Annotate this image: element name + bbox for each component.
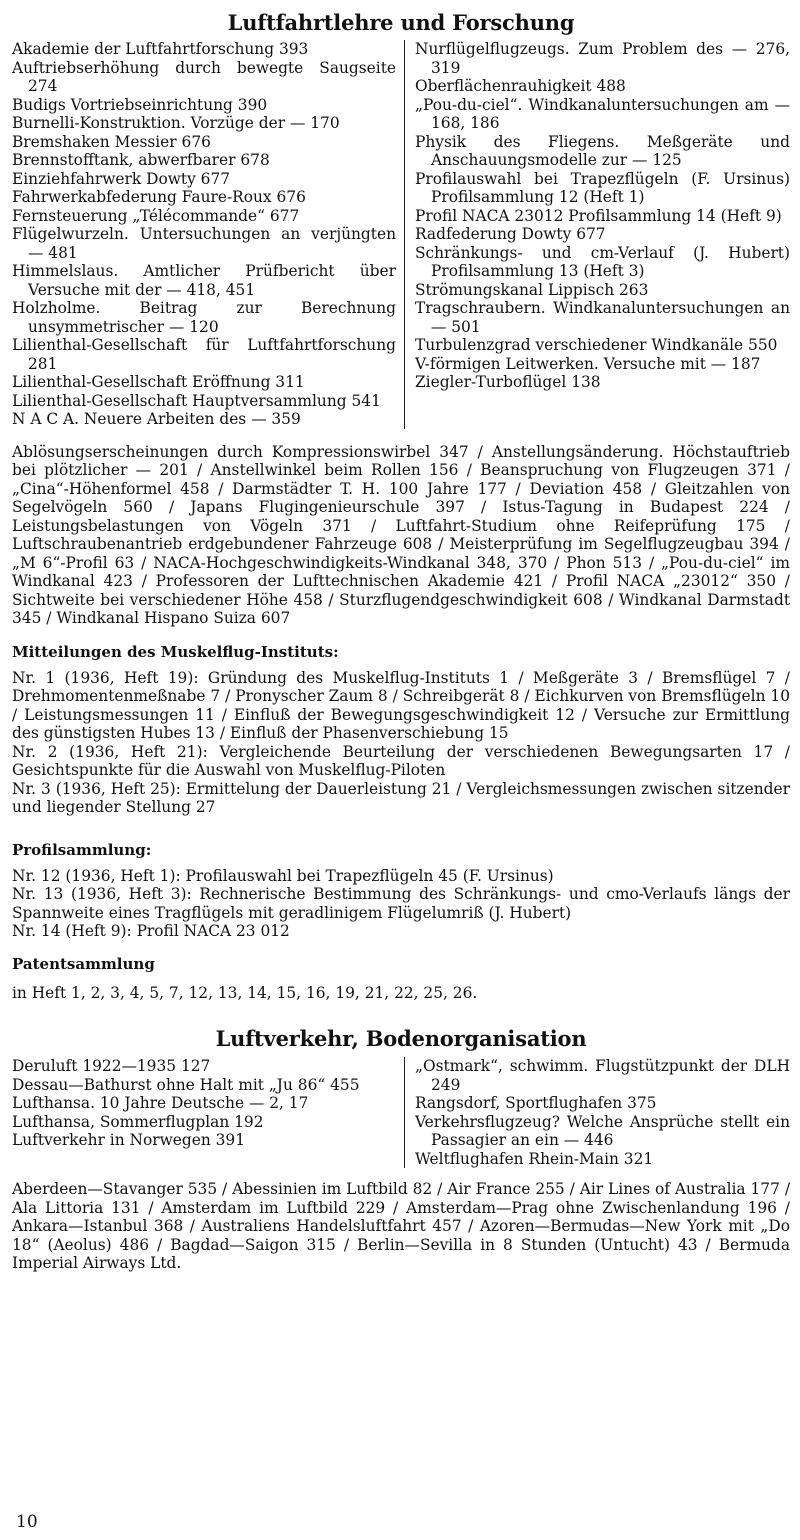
index-column-left-1 <box>12 40 405 429</box>
index-entry: Profilauswahl bei Trapezflügeln (F. Ursinus) Profilsammlung 12 (Heft 1) <box>414 169 790 206</box>
index-entry: Physik des Fliegens. Meßgeräte und Anschauungsmodelle zur — 125 <box>414 132 790 169</box>
index-entry: Flügelwurzeln. Untersuchungen an verjüngten — 481 <box>12 225 396 262</box>
list-item: Nr. 1 (1936, Heft 19): Gründung des Muskelflug-Instituts 1 / Meßgeräte 3 / Bremsflügel 7 / Drehmomentenmeßnabe 7 / Pronyscher Zaum 8 / Schreibgerät 8 / Eichkurven von Bremsflügeln 10 / Leistungsmessungen 11 / Einfluß der Bewegungsgeschwindigkeit 12 / Versuche zur Ermittlung des günstigsten Hubes 13 / Einfluß der Phasenverschiebung 15 <box>12 668 790 742</box>
section-title-luftverkehr: Luftverkehr, Bodenorganisation <box>215 1026 587 1051</box>
index-entry: Einziehfahrwerk Dowty 677 <box>12 169 231 188</box>
index-entry: Rangsdorf, Sportflughafen 375 <box>414 1094 657 1112</box>
index-entry: Lufthansa. 10 Jahre Deutsche — 2, 17 <box>12 1094 309 1112</box>
index-entry: Lilienthal-Gesellschaft Eröffnung 311 <box>12 373 305 391</box>
index-entry: Profil NACA 23012 Profilsammlung 14 (Heft 9) <box>414 206 782 225</box>
index-entry: N A C A. Neuere Arbeiten des — 359 <box>12 410 301 428</box>
index-column-right-2 <box>405 1057 790 1168</box>
index-entry: Tragschraubern. Windkanaluntersuchungen an — 501 <box>414 299 790 336</box>
muskelflug-list <box>12 669 790 817</box>
index-entry: Nurflügelflugzeugs. Zum Problem des — 276, 319 <box>414 40 790 77</box>
list-item: Nr. 14 (Heft 9): Profil NACA 23 012 <box>12 922 290 940</box>
heading-patentsammlung: Patentsammlung <box>12 954 155 973</box>
index-entry: Fahrwerkabfederung Faure-Roux 676 <box>12 188 306 206</box>
index-columns-2 <box>12 1057 790 1168</box>
list-item: Nr. 2 (1936, Heft 21): Vergleichende Beurteilung der verschiedenen Bewegungsarten 17 / Gesichtspunkte für die Auswahl von Muskelflug-Piloten <box>12 742 790 779</box>
index-paragraph-1: Ablösungserscheinungen durch Kompressionswirbel 347 / Anstellungsänderung. Höchstauftrieb bei plötzlicher — 201 / Anstellwinkel beim Rollen 156 / Beanspruchung von Flugzeugen 371 / „Cina“-Höhenformel 458 / Darmstädter T. H. 100 Jahre 177 / Deviation 458 / Gleitzahlen von Segelvögeln 560 / Japans Flugingenieurschule 397 / Istus-Tagung in Budapest 224 / Leistungsbelastungen von Vögeln 371 / Luftfahrt-Studium ohne Reifeprüfung 175 / Luftschraubenantrieb erdgebundener Fahrzeuge 608 / Meisterprüfung im Segelflugzeugbau 394 / „M 6“-Profil 63 / NACA-Hochgeschwindigkeits-Windkanal 348, 370 / Phon 513 / „Pou-du-ciel“ im Windkanal 423 / Professoren der Lufttechnischen Akademie 421 / Profil NACA „23012“ 350 / Sichtweite bei verschiedener Höhe 458 / Sturzflugendgeschwindigkeit 608 / Windkanal Darmstadt 345 / Windkanal Hispano Suiza 607 <box>12 442 790 627</box>
index-entry: Ziegler-Turboflügel 138 <box>414 373 601 391</box>
section-title-luftfahrtlehre: Luftfahrtlehre und Forschung <box>227 10 575 35</box>
index-entry: Burnelli-Konstruktion. Vorzüge der — 170 <box>12 114 340 132</box>
heading-muskelflug: Mitteilungen des Muskelflug-Instituts: <box>12 642 339 661</box>
index-columns-1 <box>12 40 790 429</box>
index-column-left-2 <box>12 1057 405 1168</box>
index-entry: Himmelslaus. Amtlicher Prüfbericht über Versuche mit der — 418, 451 <box>12 262 396 299</box>
index-entry: Lilienthal-Gesellschaft Hauptversammlung 541 <box>12 391 381 410</box>
index-entry: „Ostmark“, schwimm. Flugstützpunkt der DLH 249 <box>414 1057 790 1094</box>
index-entry: „Pou-du-ciel“. Windkanaluntersuchungen am — 168, 186 <box>414 95 790 132</box>
index-entry: Weltflughafen Rhein-Main 321 <box>414 1149 654 1168</box>
index-entry: V-förmigen Leitwerken. Versuche mit — 187 <box>414 354 761 373</box>
index-entry: Auftriebserhöhung durch bewegte Saugseite 274 <box>12 58 396 95</box>
index-column-right-1 <box>405 40 790 429</box>
index-entry: Radfederung Dowty 677 <box>414 225 606 243</box>
list-item: Nr. 12 (1936, Heft 1): Profilauswahl bei Trapezflügeln 45 (F. Ursinus) <box>12 866 554 885</box>
index-entry: Turbulenzgrad verschiedener Windkanäle 550 <box>414 336 778 354</box>
index-entry: Bremshaken Messier 676 <box>12 132 211 151</box>
index-entry: Lufthansa, Sommerflugplan 192 <box>12 1112 264 1131</box>
index-entry: Holzholme. Beitrag zur Berechnung unsymmetrischer — 120 <box>12 299 396 336</box>
index-paragraph-2: Aberdeen—Stavanger 535 / Abessinien im Luftbild 82 / Air France 255 / Air Lines of Australia 177 / Ala Littoria 131 / Amsterdam im Luftbild 229 / Amsterdam—Prag ohne Zwischenlandung 196 / Ankara—Istanbul 368 / Australiens Handelsluftfahrt 457 / Azoren—Bermudas—New York mit „Do 18“ (Aeolus) 486 / Bagdad—Saigon 315 / Berlin—Sevilla in 8 Stunden (Untucht) 43 / Bermuda Imperial Airways Ltd. <box>12 1180 790 1272</box>
heading-profilsammlung: Profilsammlung: <box>12 840 152 859</box>
index-entry: Akademie der Luftfahrtforschung 393 <box>12 40 309 58</box>
index-entry: Strömungskanal Lippisch 263 <box>414 280 649 299</box>
index-entry: Fernsteuerung „Télécommande“ 677 <box>12 206 300 225</box>
profilsammlung-list <box>12 867 790 941</box>
index-entry: Budigs Vortriebseinrichtung 390 <box>12 95 268 114</box>
document-page <box>12 0 790 1273</box>
index-entry: Luftverkehr in Norwegen 391 <box>12 1131 246 1149</box>
index-entry: Lilienthal-Gesellschaft für Luftfahrtforschung 281 <box>12 336 396 373</box>
page-number: 10 <box>16 1512 38 1532</box>
index-entry: Schränkungs- und cm-Verlauf (J. Hubert) Profilsammlung 13 (Heft 3) <box>414 243 790 280</box>
list-item: Nr. 3 (1936, Heft 25): Ermittelung der Dauerleistung 21 / Vergleichsmessungen zwischen sitzender und liegender Stellung 27 <box>12 779 790 816</box>
list-item: Nr. 13 (1936, Heft 3): Rechnerische Bestimmung des Schränkungs- und cmo-Verlaufs längs der Spannweite eines Tragflügels mit geradlinigem Flügelumriß (J. Hubert) <box>12 885 790 922</box>
index-entry: Oberflächenrauhigkeit 488 <box>414 77 626 95</box>
patentsammlung-text: in Heft 1, 2, 3, 4, 5, 7, 12, 13, 14, 15, 16, 19, 21, 22, 25, 26. <box>12 983 478 1002</box>
index-entry: Deruluft 1922—1935 127 <box>12 1057 211 1075</box>
index-entry: Brennstofftank, abwerfbarer 678 <box>12 151 270 169</box>
index-entry: Verkehrsflugzeug? Welche Ansprüche stellt ein Passagier an ein — 446 <box>414 1112 790 1149</box>
index-entry: Dessau—Bathurst ohne Halt mit „Ju 86“ 455 <box>12 1075 360 1094</box>
